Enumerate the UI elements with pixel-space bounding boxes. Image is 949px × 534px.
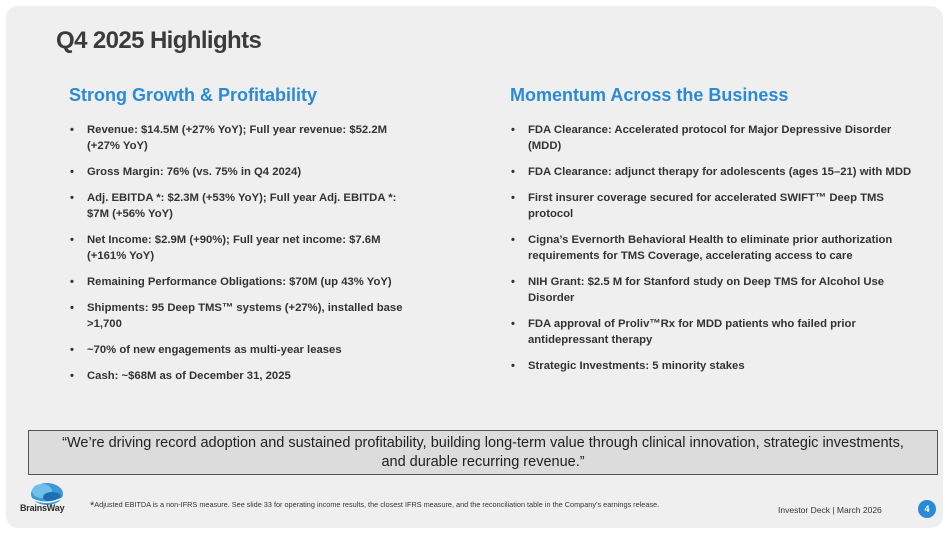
bullet-item: • Cigna’s Evernorth Behavioral Health to eliminate prior authorization requirements for TMS Coverage, accelerating access to care (510, 232, 920, 264)
bullet-item: • Strategic Investments: 5 minority stakes (510, 358, 920, 374)
bullet-item: • FDA Clearance: adjunct therapy for adolescents (ages 15–21) with MDD (510, 164, 920, 180)
right-column-heading: Momentum Across the Business (510, 85, 789, 105)
footer-label: Investor Deck | March 2026 (778, 505, 882, 515)
quote-box (28, 430, 938, 475)
page-number-badge: 4 (918, 500, 936, 518)
bullet-item: • Shipments: 95 Deep TMS™ systems (+27%), installed base >1,700 (69, 300, 414, 332)
bullet-item: • FDA Clearance: Accelerated protocol for Major Depressive Disorder (MDD) (510, 122, 920, 154)
bullet-item: • Adj. EBITDA *: $2.3M (+53% YoY); Full year Adj. EBITDA *: $7M (+56% YoY) (69, 190, 414, 222)
bullet-item: • NIH Grant: $2.5 M for Stanford study on Deep TMS for Alcohol Use Disorder (510, 274, 920, 306)
bullet-item: • Revenue: $14.5M (+27% YoY); Full year revenue: $52.2M (+27% YoY) (69, 122, 414, 154)
bullet-item: • FDA approval of Proliv™Rx for MDD patients who failed prior antidepressant therapy (510, 316, 920, 348)
bullet-item: • Gross Margin: 76% (vs. 75% in Q4 2024) (69, 164, 414, 180)
bullet-item: • First insurer coverage secured for accelerated SWIFT™ Deep TMS protocol (510, 190, 920, 222)
logo-text: BrainsWay (20, 503, 65, 513)
bullet-item: • Net Income: $2.9M (+90%); Full year net income: $7.6M (+161% YoY) (69, 232, 414, 264)
quote-text: “We’re driving record adoption and sustained profitability, building long-term value through clinical innovation, strategic investments, and durable recurring revenue.” (62, 434, 904, 470)
bullet-item: • ~70% of new engagements as multi-year leases (69, 342, 414, 358)
footnote (90, 500, 659, 512)
left-column-heading: Strong Growth & Profitability (69, 85, 317, 105)
right-bullet-list (510, 122, 920, 384)
bullet-item: • Remaining Performance Obligations: $70M (up 43% YoY) (69, 274, 414, 290)
footnote-marker: * (90, 500, 95, 512)
left-bullet-list (69, 122, 414, 394)
footnote-text: Adjusted EBITDA is a non-IFRS measure. See slide 33 for operating income results, the closest IFRS measure, and the reconciliation table in the Company’s earnings release. (94, 500, 660, 509)
bullet-item: • Cash: ~$68M as of December 31, 2025 (69, 368, 414, 384)
page-title: Q4 2025 Highlights (56, 27, 262, 54)
